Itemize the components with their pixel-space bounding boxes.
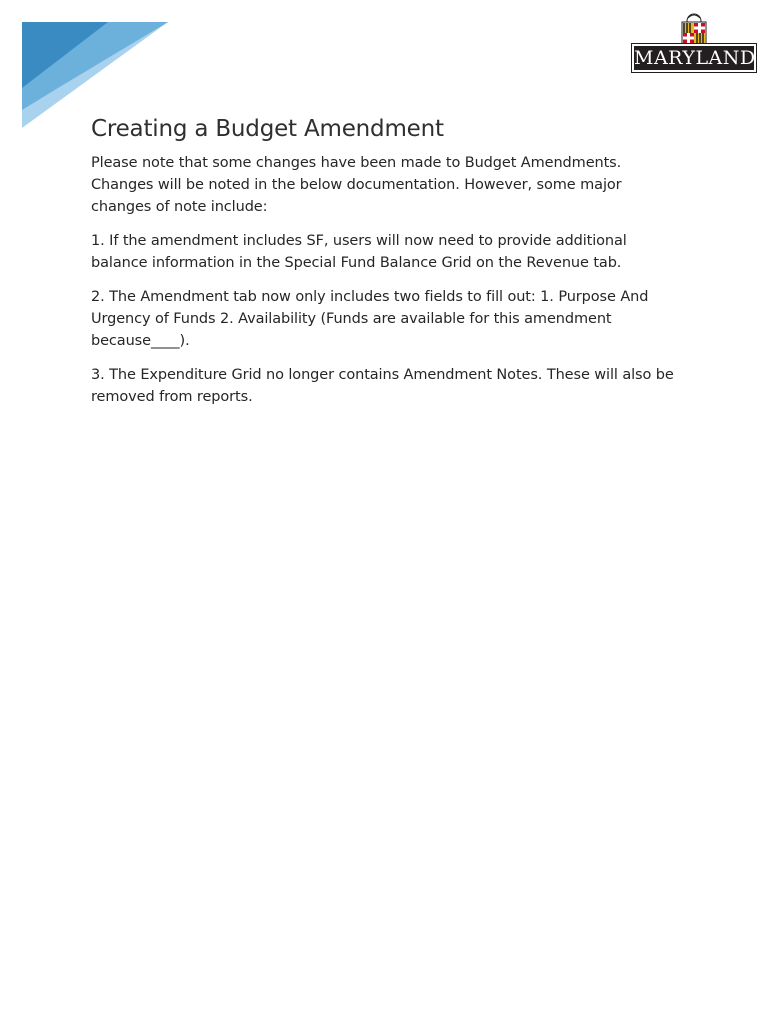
change-item-2: 2. The Amendment tab now only includes two fields to fill out: 1. Purpose And Urgency of Funds 2. Availability (Funds are available for this amendment because____). (91, 289, 649, 349)
change-item-3: 3. The Expenditure Grid no longer contains Amendment Notes. These will also be removed from reports. (91, 367, 674, 405)
maryland-seal-icon (676, 12, 712, 46)
corner-decoration (0, 0, 175, 135)
maryland-wordmark: MARYLAND (632, 44, 756, 72)
change-item-1: 1. If the amendment includes SF, users will now need to provide additional balance information in the Special Fund Balance Grid on the Revenue tab. (91, 233, 627, 271)
intro-paragraph: Please note that some changes have been made to Budget Amendments. Changes will be noted in the below documentation. However, some major changes of note include: (91, 155, 622, 215)
document-body (91, 116, 681, 420)
page-title: Creating a Budget Amendment (91, 116, 444, 142)
maryland-logo (632, 12, 756, 72)
